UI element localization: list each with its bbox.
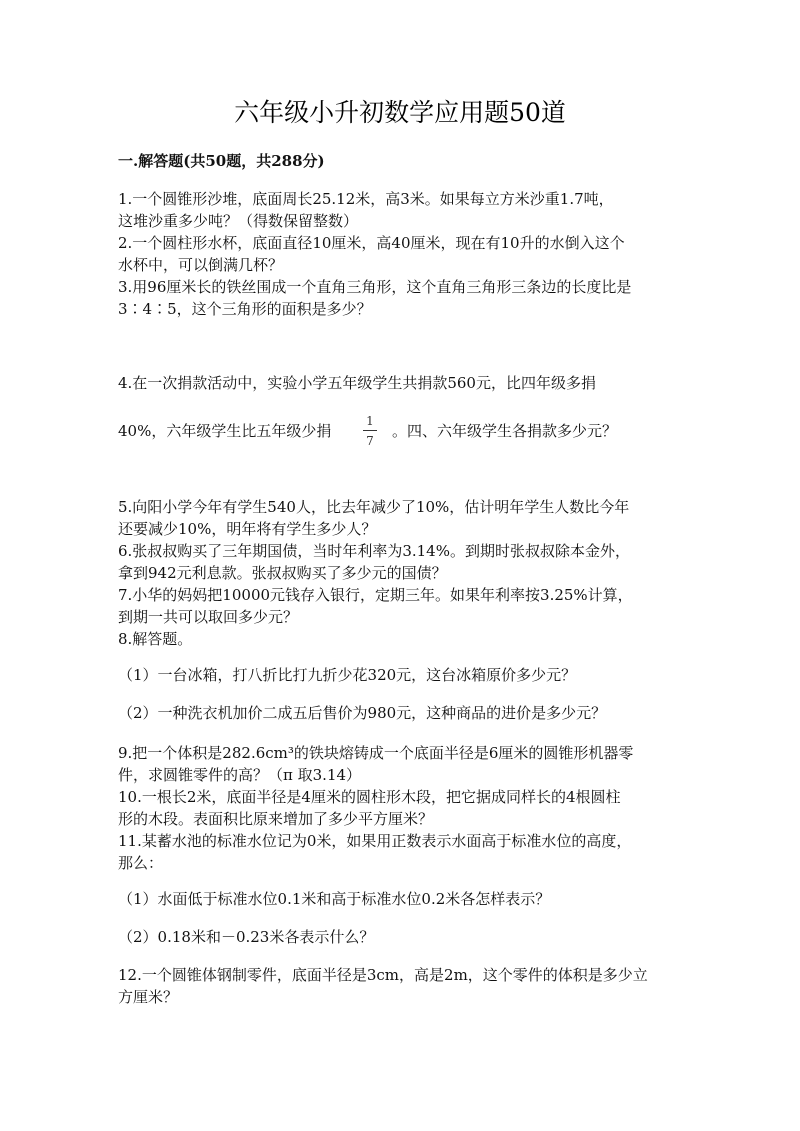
q11-part1: （1）水面低于标准水位0.1米和高于标准水位0.2米各怎样表示？	[118, 890, 551, 908]
q10-line2: 形的木段。表面积比原来增加了多少平方厘米？	[118, 810, 434, 828]
fraction-denominator: 7	[366, 434, 374, 448]
fraction-numerator: 1	[366, 414, 374, 428]
q9-line1: 9.把一个体积是282.6cm³的铁块熔铸成一个底面半径是6厘米的圆锥形机器零	[118, 744, 634, 762]
q1-line2: 这堆沙重多少吨？（得数保留整数）	[118, 212, 359, 230]
q8-part1: （1）一台冰箱，打八折比打九折少花320元，这台冰箱原价多少元？	[118, 666, 577, 684]
q3-line1: 3.用96厘米长的铁丝围成一个直角三角形，这个直角三角形三条边的长度比是	[118, 278, 632, 296]
q2-line1: 2.一个圆柱形水杯，底面直径10厘米，高40厘米，现在有10升的水倒入这个	[118, 234, 625, 252]
q12-line1: 12.一个圆锥体钢制零件，底面半径是3cm，高是2m，这个零件的体积是多少立	[118, 966, 648, 984]
q5-line1: 5.向阳小学今年有学生540人，比去年减少了10%，估计明年学生人数比今年	[118, 498, 630, 516]
q6-line1: 6.张叔叔购买了三年期国债，当时年利率为3.14%。到期时张叔叔除本金外，	[118, 542, 630, 560]
q10-line1: 10.一根长2米，底面半径是4厘米的圆柱形木段，把它据成同样长的4根圆柱	[118, 788, 621, 806]
q7-line2: 到期一共可以取回多少元？	[118, 608, 299, 626]
q2-line2: 水杯中，可以倒满几杯？	[118, 256, 284, 274]
q4-line2-part2: 。四、六年级学生各捐款多少元？	[392, 422, 618, 440]
q9-line2: 件，求圆锥零件的高？（π 取3.14）	[118, 766, 362, 784]
q11-line1: 11.某蓄水池的标准水位记为0米，如果用正数表示水面高于标准水位的高度，	[118, 832, 632, 850]
q11-part2: （2）0.18米和－0.23米各表示什么？	[118, 928, 375, 946]
q4-line2-part1: 40%，六年级学生比五年级少捐	[118, 422, 332, 440]
q12-line2: 方厘米？	[118, 988, 179, 1006]
q11-line2: 那么：	[118, 854, 164, 872]
fraction-one-seventh	[363, 414, 377, 448]
q6-line2: 拿到942元利息款。张叔叔购买了多少元的国债？	[118, 564, 447, 582]
q4-line1: 4.在一次捐款活动中，实验小学五年级学生共捐款560元，比四年级多捐	[118, 374, 596, 392]
q8-part2: （2）一种洗衣机加价二成五后售价为980元，这种商品的进价是多少元？	[118, 704, 607, 722]
q5-line2: 还要减少10%，明年将有学生多少人？	[118, 520, 377, 538]
fraction-bar	[363, 430, 377, 431]
q3-line2: 3∶4∶5，这个三角形的面积是多少？	[118, 300, 372, 318]
q7-line1: 7.小华的妈妈把10000元钱存入银行，定期三年。如果年利率按3.25%计算，	[118, 586, 633, 604]
q8-line1: 8.解答题。	[118, 630, 193, 648]
page-title: 六年级小升初数学应用题50道	[234, 98, 566, 127]
q1-line1: 1.一个圆锥形沙堆，底面周长25.12米，高3米。如果每立方米沙重1.7吨，	[118, 190, 614, 208]
section-heading: 一.解答题(共50题，共288分)	[118, 152, 325, 170]
